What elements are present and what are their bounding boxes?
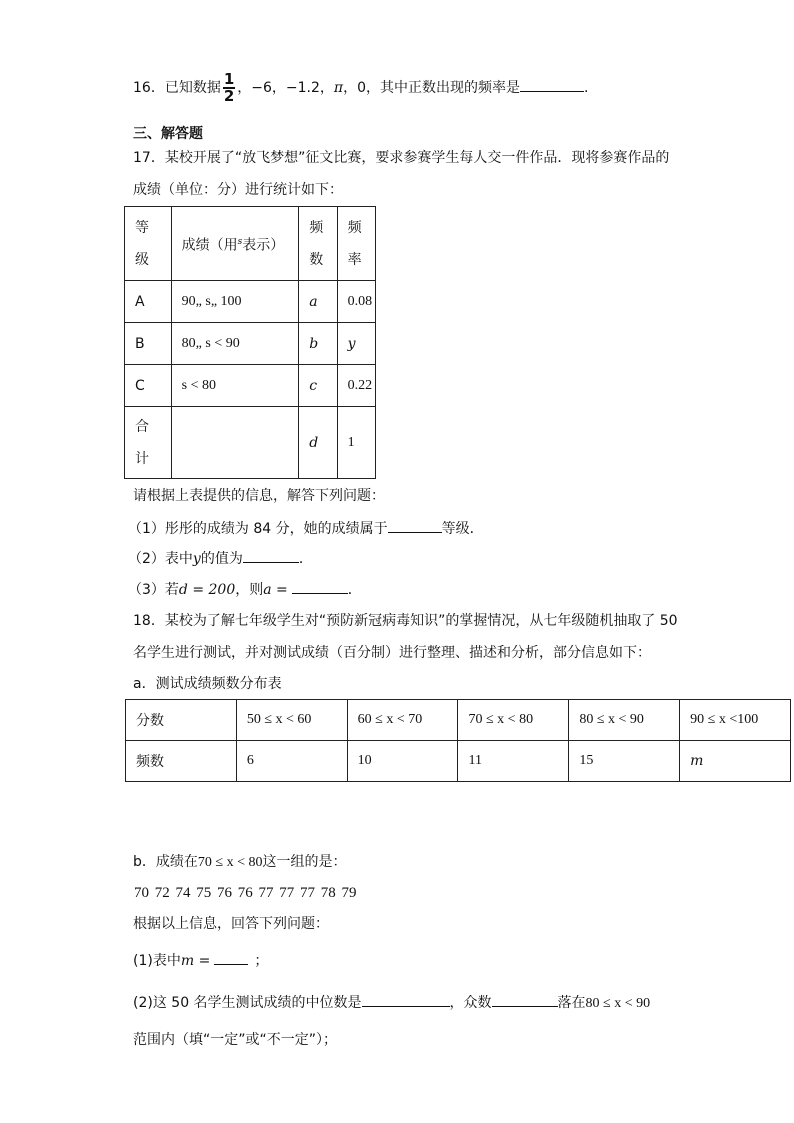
fraction-denominator: 2 — [223, 87, 235, 105]
q17-prompt: 请根据上表提供的信息，解答下列问题： — [133, 488, 385, 504]
table-row-header — [126, 700, 791, 741]
table-row — [125, 281, 376, 323]
q18-sub1-var: m — [180, 953, 195, 969]
q17-sub3-expr: d = 200 — [178, 582, 236, 598]
q17-sub2-text-b: 的值为 — [200, 551, 243, 567]
score-cell: s < 80 — [171, 365, 299, 407]
header-count: 频数 — [299, 207, 337, 281]
q18-b-text: b．成绩在 — [133, 854, 198, 870]
header-freq: 频率 — [337, 207, 375, 281]
q17-score-table — [124, 206, 376, 479]
score-cell: 90„ s„ 100 — [171, 281, 299, 323]
count-cell: 11 — [458, 741, 569, 782]
count-cell: b — [299, 323, 337, 365]
q18-line2: 名学生进行测试，并对测试成绩（百分制）进行整理、描述和分析，部分信息如下： — [133, 645, 651, 661]
q16-answer-blank — [520, 77, 584, 92]
q16-number: 16． — [133, 80, 165, 96]
q18-a-label: a．测试成绩频数分布表 — [133, 676, 282, 692]
q17-sub3-var: a — [263, 582, 272, 598]
q18-line1: 18．某校为了解七年级学生对“预防新冠病毒知识”的掌握情况，从七年级随机抽取了 50 — [133, 613, 678, 629]
score-cell: 80„ s < 90 — [171, 323, 299, 365]
q18-sub1 — [133, 950, 268, 971]
count-cell: 15 — [569, 741, 680, 782]
q18-b-data: 70 72 74 75 76 76 77 77 77 78 79 — [134, 885, 357, 901]
q18-prompt: 根据以上信息，回答下列问题： — [133, 916, 329, 932]
freq-cell: 1 — [337, 407, 375, 479]
q18-b-range: 70 ≤ x < 80 — [197, 855, 263, 870]
level-cell: B — [125, 323, 172, 365]
freq-cell: y — [337, 323, 375, 365]
q17-sub3-blank — [292, 579, 348, 594]
count-cell: 10 — [347, 741, 458, 782]
fraction-numerator: 1 — [223, 70, 235, 88]
q17-sub3-text-b: ，则 — [235, 582, 264, 598]
header-cell: 90 ≤ x <100 — [680, 700, 791, 741]
q17-sub1 — [128, 518, 484, 539]
q16-text-b: ，0，其中正数出现的频率是 — [343, 80, 521, 96]
header-score: 成绩（用$^s$表示） — [171, 207, 299, 281]
q17-sub3-end: ． — [347, 582, 362, 598]
level-cell: A — [125, 281, 172, 323]
q18-sub2-median-blank — [362, 992, 450, 1007]
score-cell — [171, 407, 299, 479]
level-cell: C — [125, 365, 172, 407]
q18-sub2-range: 80 ≤ x < 90 — [585, 996, 651, 1011]
q17-line2: 成绩（单位：分）进行统计如下： — [133, 182, 343, 198]
q17-sub1-end: 等级． — [441, 521, 484, 537]
q17-sub2-blank — [243, 548, 299, 563]
q18-sub1-blank — [214, 950, 248, 965]
q17-line1: 17．某校开展了“放飞梦想”征文比赛，要求参赛学生每人交一件作品．现将参赛作品的 — [133, 150, 670, 166]
count-cell: 频数 — [126, 741, 237, 782]
q16-end: . — [584, 80, 589, 96]
table-row-counts — [126, 741, 791, 782]
header-cell: 70 ≤ x < 80 — [458, 700, 569, 741]
q18-b-label — [133, 852, 346, 873]
question-16 — [133, 72, 588, 104]
header-cell: 80 ≤ x < 90 — [569, 700, 680, 741]
q16-values: ，−6，−1.2， — [237, 80, 334, 96]
q17-sub1-text: （1）彤彤的成绩为 84 分，她的成绩属于 — [128, 521, 388, 537]
q17-sub2 — [128, 548, 313, 569]
q16-text-a: 已知数据 — [164, 80, 221, 96]
q18-b-text-b: 这一组的是： — [262, 854, 347, 870]
q17-sub3-text: （3）若 — [128, 582, 179, 598]
q18-sub2-text: (2)这 50 名学生测试成绩的中位数是 — [133, 995, 362, 1011]
q17-sub1-blank — [388, 518, 442, 533]
q17-sub2-var: y — [192, 551, 201, 567]
q18-frequency-table — [125, 699, 791, 782]
q17-sub2-text: （2）表中 — [128, 551, 193, 567]
q17-sub3-eq: = — [271, 582, 288, 598]
header-cell: 60 ≤ x < 70 — [347, 700, 458, 741]
q17-sub3 — [128, 579, 362, 600]
freq-cell: 0.08 — [337, 281, 375, 323]
q16-pi: π — [333, 80, 344, 96]
table-row — [125, 323, 376, 365]
q18-sub2-text-c: 落在 — [557, 995, 586, 1011]
count-cell: c — [299, 365, 337, 407]
count-cell: 6 — [236, 741, 347, 782]
fraction-one-half — [223, 72, 235, 104]
q18-sub2-line2: 范围内（填“一定”或“不一定”）； — [133, 1032, 338, 1048]
freq-cell: 0.22 — [337, 365, 375, 407]
header-cell: 分数 — [126, 700, 237, 741]
q18-sub2-text-b: ，众数 — [449, 995, 492, 1011]
count-cell: d — [299, 407, 337, 479]
table-row-total — [125, 407, 376, 479]
table-row — [125, 365, 376, 407]
count-cell: m — [680, 741, 791, 782]
q18-sub1-end: ； — [254, 953, 269, 969]
q18-sub2-mode-blank — [492, 992, 558, 1007]
section-heading: 三、解答题 — [133, 126, 203, 142]
q18-sub2 — [133, 992, 650, 1014]
q18-sub1-eq: = — [194, 953, 211, 969]
q17-sub2-end: ． — [298, 551, 313, 567]
header-cell: 50 ≤ x < 60 — [236, 700, 347, 741]
header-level: 等级 — [125, 207, 172, 281]
q18-sub1-text: (1)表中 — [133, 953, 181, 969]
level-cell: 合计 — [125, 407, 172, 479]
count-cell: a — [299, 281, 337, 323]
table-header-row — [125, 207, 376, 281]
